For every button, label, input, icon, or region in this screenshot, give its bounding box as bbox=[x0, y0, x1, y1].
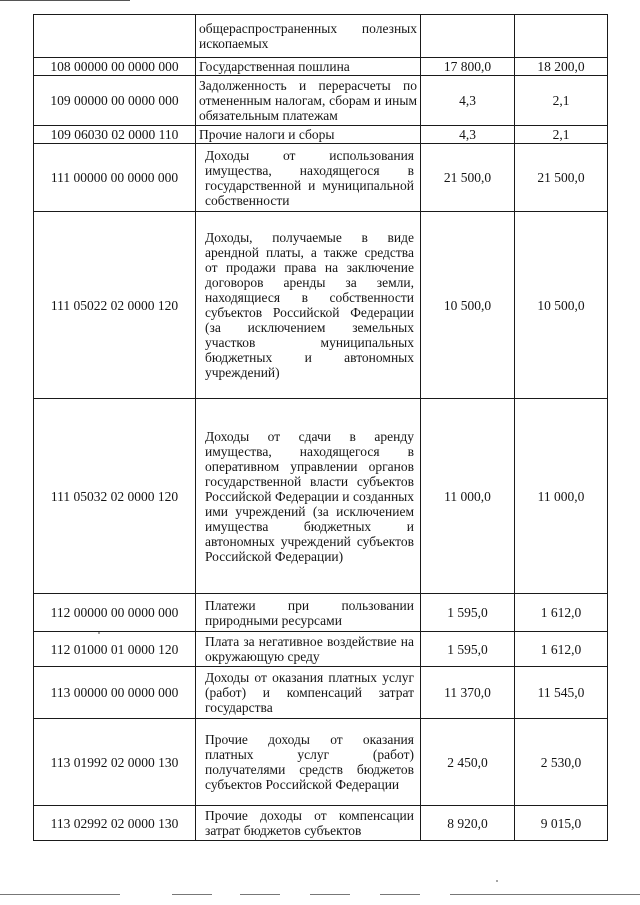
table-row bbox=[34, 126, 608, 144]
row-value-2: 1 612,0 bbox=[515, 594, 608, 632]
row-value-2: 9 015,0 bbox=[515, 806, 608, 841]
budget-revenue-table bbox=[33, 14, 608, 841]
row-name: Доходы от сдачи в аренду имущества, находящегося в оперативном управлении органов государственной власти субъектов Российской Федерации и созданных ими учреждений (за исключением имущества бюджетных и автономных учреждений субъектов Российской Федерации) bbox=[196, 399, 421, 594]
row-code: 108 00000 00 0000 000 bbox=[34, 58, 196, 76]
row-value-2: 11 000,0 bbox=[515, 399, 608, 594]
row-code: 112 00000 00 0000 000 bbox=[34, 594, 196, 632]
row-value-2: 21 500,0 bbox=[515, 144, 608, 212]
row-value-2: 2,1 bbox=[515, 76, 608, 126]
table-row bbox=[34, 76, 608, 126]
row-value-1: 2 450,0 bbox=[421, 719, 515, 806]
row-value-1: 1 595,0 bbox=[421, 594, 515, 632]
row-value-1: 17 800,0 bbox=[421, 58, 515, 76]
row-value-1: 11 000,0 bbox=[421, 399, 515, 594]
table-row bbox=[34, 399, 608, 594]
table-row bbox=[34, 667, 608, 719]
row-value-2: 11 545,0 bbox=[515, 667, 608, 719]
table-row bbox=[34, 15, 608, 58]
row-code: 109 06030 02 0000 110 bbox=[34, 126, 196, 144]
row-code: 112 01000 01 0000 120 bbox=[34, 632, 196, 667]
scan-speck bbox=[98, 632, 100, 634]
row-name: Доходы от оказания платных услуг (работ) и компенсаций затрат государства bbox=[196, 667, 421, 719]
row-name: Плата за негативное воздействие на окружающую среду bbox=[196, 632, 421, 667]
row-code: 111 05032 02 0000 120 bbox=[34, 399, 196, 594]
row-value-1: 8 920,0 bbox=[421, 806, 515, 841]
row-code bbox=[34, 15, 196, 58]
row-code: 111 05022 02 0000 120 bbox=[34, 212, 196, 399]
row-code: 113 02992 02 0000 130 bbox=[34, 806, 196, 841]
row-value-1: 4,3 bbox=[421, 76, 515, 126]
row-value-2: 10 500,0 bbox=[515, 212, 608, 399]
row-value-1: 10 500,0 bbox=[421, 212, 515, 399]
row-code: 113 00000 00 0000 000 bbox=[34, 667, 196, 719]
row-name: Доходы от использования имущества, находящегося в государственной и муниципальной собственности bbox=[196, 144, 421, 212]
table-row bbox=[34, 806, 608, 841]
row-value-1: 1 595,0 bbox=[421, 632, 515, 667]
row-value-1: 21 500,0 bbox=[421, 144, 515, 212]
row-value-2: 18 200,0 bbox=[515, 58, 608, 76]
row-value-1: 4,3 bbox=[421, 126, 515, 144]
row-name: Государственная пошлина bbox=[196, 58, 421, 76]
row-name: Доходы, получаемые в виде арендной платы, а также средства от продажи права на заключение договоров аренды за земли, находящиеся в собственности субъектов Российской Федерации (за исключением земельных участков муниципальных бюджетных и автономных учреждений) bbox=[196, 212, 421, 399]
table-row bbox=[34, 632, 608, 667]
row-value-2: 2,1 bbox=[515, 126, 608, 144]
row-code: 109 00000 00 0000 000 bbox=[34, 76, 196, 126]
scan-speck bbox=[496, 880, 498, 882]
row-value-2: 2 530,0 bbox=[515, 719, 608, 806]
table-row bbox=[34, 594, 608, 632]
row-code: 111 00000 00 0000 000 bbox=[34, 144, 196, 212]
table-row bbox=[34, 212, 608, 399]
row-code: 113 01992 02 0000 130 bbox=[34, 719, 196, 806]
row-name: Прочие доходы от компенсации затрат бюджетов субъектов bbox=[196, 806, 421, 841]
table-row bbox=[34, 144, 608, 212]
row-name: Прочие доходы от оказания платных услуг (работ) получателями средств бюджетов субъектов Российской Федерации bbox=[196, 719, 421, 806]
table-row bbox=[34, 58, 608, 76]
table-row bbox=[34, 719, 608, 806]
page-edge-rule bbox=[0, 0, 130, 1]
row-name: общераспространенных полезных ископаемых bbox=[196, 15, 421, 58]
row-value-1: 11 370,0 bbox=[421, 667, 515, 719]
row-value-1 bbox=[421, 15, 515, 58]
row-value-2: 1 612,0 bbox=[515, 632, 608, 667]
row-value-2 bbox=[515, 15, 608, 58]
row-name: Прочие налоги и сборы bbox=[196, 126, 421, 144]
page-bottom-scan-marks bbox=[0, 894, 640, 900]
row-name: Задолженность и перерасчеты по отмененным налогам, сборам и иным обязательным платежам bbox=[196, 76, 421, 126]
row-name: Платежи при пользовании природными ресурсами bbox=[196, 594, 421, 632]
